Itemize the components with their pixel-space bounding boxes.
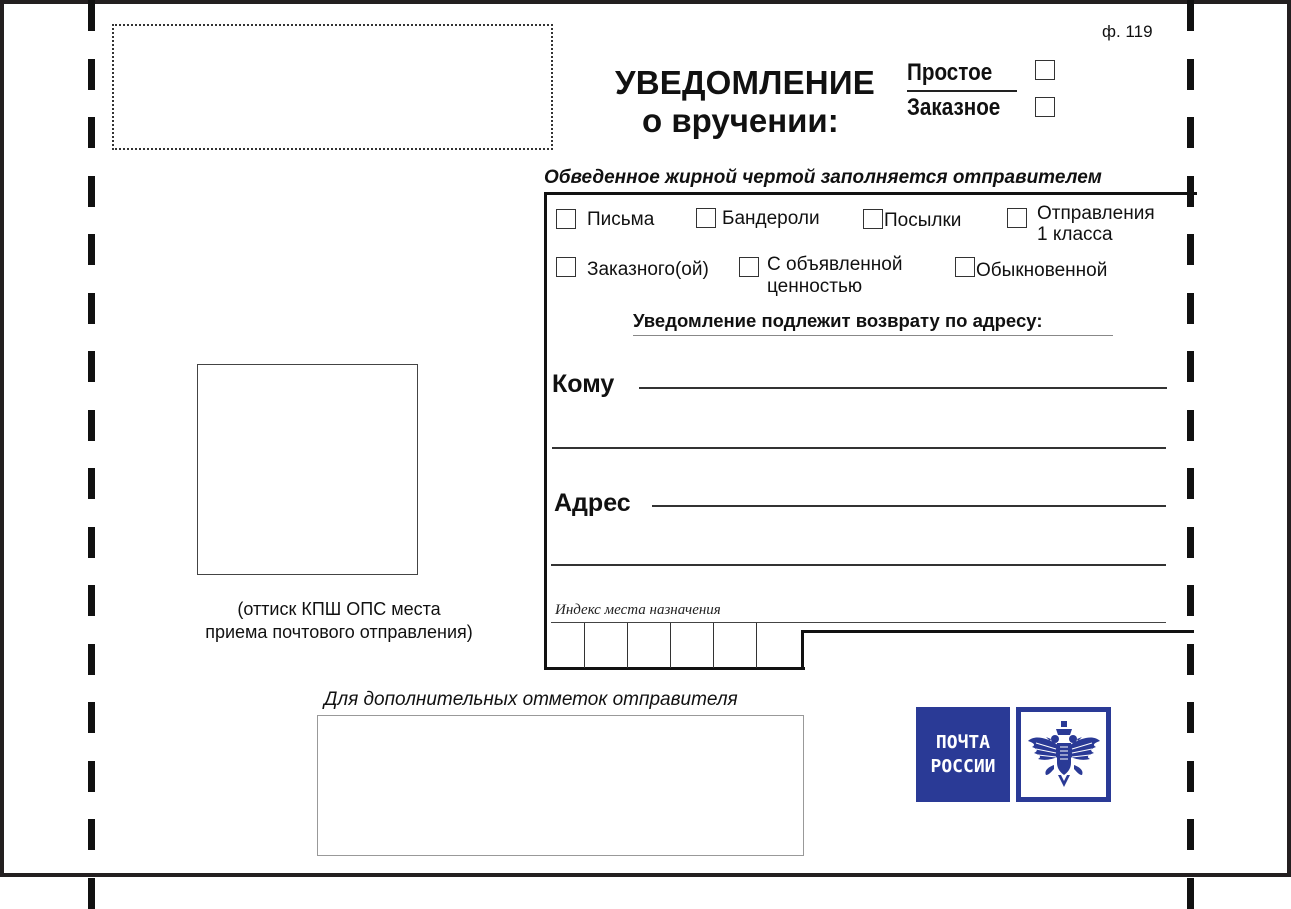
registered-label: Заказного(ой) xyxy=(587,259,709,280)
perforation-dash xyxy=(88,117,95,148)
ordinary-label: Обыкновенной xyxy=(976,260,1108,281)
perforation-dash xyxy=(1187,468,1194,499)
form-code: ф. 119 xyxy=(1102,22,1153,41)
parcels-label: Посылки xyxy=(884,210,962,231)
recipient-label: Кому xyxy=(552,370,615,398)
perforation-dash xyxy=(1187,527,1194,558)
index-digit-cell-3[interactable] xyxy=(628,623,670,667)
printed-matter-label: Бандероли xyxy=(722,208,820,229)
address-line-2[interactable] xyxy=(551,564,1166,566)
perforation-dash xyxy=(88,585,95,616)
recipient-line-1[interactable] xyxy=(639,387,1167,389)
declared-value-label-line2: ценностью xyxy=(767,276,863,297)
perforation-dash xyxy=(88,0,95,31)
double-headed-eagle-icon xyxy=(1024,715,1104,795)
sender-frame-step-line xyxy=(801,630,1194,633)
perforation-dash xyxy=(88,878,95,909)
russian-post-wordmark xyxy=(916,707,1010,802)
perforation-dash xyxy=(1187,293,1194,324)
perforation-dash xyxy=(1187,410,1194,441)
kind-registered-checkbox[interactable] xyxy=(1035,97,1055,117)
perforation-dash xyxy=(88,761,95,792)
perforation-dash xyxy=(1187,117,1194,148)
kind-divider xyxy=(907,90,1017,92)
perforation-dash xyxy=(1187,761,1194,792)
parcels-checkbox[interactable] xyxy=(863,209,883,229)
address-line-1[interactable] xyxy=(652,505,1166,507)
perforation-dash xyxy=(1187,819,1194,850)
index-digit-cell-1[interactable] xyxy=(547,623,584,667)
return-address-heading: Уведомление подлежит возврату по адресу: xyxy=(633,310,1043,331)
postmark-caption xyxy=(154,598,524,644)
form-title: УВЕДОМЛЕНИЕ xyxy=(615,64,875,101)
perforation-dash xyxy=(1187,234,1194,265)
perforation-dash xyxy=(88,234,95,265)
perforation-dash xyxy=(88,176,95,207)
sender-frame-step xyxy=(801,630,804,670)
perforation-dash xyxy=(88,702,95,733)
left-perforation xyxy=(88,4,95,881)
first-class-label-line2: 1 класса xyxy=(1037,224,1113,245)
declared-value-label-line1: С объявленной xyxy=(767,254,903,275)
perforation-dash xyxy=(88,527,95,558)
right-perforation xyxy=(1187,4,1194,881)
postmark-caption-line2: приема почтового отправления) xyxy=(205,622,473,642)
letters-checkbox[interactable] xyxy=(556,209,576,229)
index-digit-cell-2[interactable] xyxy=(585,623,627,667)
kind-simple-label: Простое xyxy=(907,59,993,86)
perforation-dash xyxy=(1187,878,1194,909)
sender-notes-label: Для дополнительных отметок отправителя xyxy=(324,689,738,710)
kind-simple-checkbox[interactable] xyxy=(1035,60,1055,80)
index-digit-cell-4[interactable] xyxy=(671,623,713,667)
first-class-label-line1: Отправления xyxy=(1037,203,1155,224)
recipient-line-2[interactable] xyxy=(552,447,1166,449)
declared-value-checkbox[interactable] xyxy=(739,257,759,277)
index-digit-cell-6[interactable] xyxy=(757,623,801,667)
perforation-dash xyxy=(1187,176,1194,207)
perforation-dash xyxy=(88,410,95,441)
perforation-dash xyxy=(88,59,95,90)
perforation-dash xyxy=(88,293,95,324)
perforation-dash xyxy=(1187,644,1194,675)
address-window xyxy=(112,24,553,150)
perforation-dash xyxy=(88,351,95,382)
return-heading-rule xyxy=(633,335,1113,336)
sender-frame-top xyxy=(545,192,1197,195)
perforation-dash xyxy=(1187,702,1194,733)
postmark-stamp-box xyxy=(197,364,418,575)
perforation-dash xyxy=(88,644,95,675)
perforation-dash xyxy=(1187,585,1194,616)
sender-notes-box[interactable] xyxy=(317,715,804,856)
sender-frame-left xyxy=(544,192,547,670)
russian-post-emblem xyxy=(1016,707,1111,802)
perforation-dash xyxy=(1187,0,1194,31)
letters-label: Письма xyxy=(587,209,655,230)
kind-registered-label: Заказное xyxy=(907,94,1001,121)
postal-index-label: Индекс места назначения xyxy=(555,602,721,618)
postmark-caption-line1: (оттиск КПШ ОПС места xyxy=(237,599,441,619)
logo-line1: ПОЧТА xyxy=(935,731,991,753)
first-class-checkbox[interactable] xyxy=(1007,208,1027,228)
sender-instruction: Обведенное жирной чертой заполняется отправителем xyxy=(544,167,1102,188)
perforation-dash xyxy=(1187,59,1194,90)
perforation-dash xyxy=(1187,351,1194,382)
perforation-dash xyxy=(88,468,95,499)
form-subtitle: о вручении: xyxy=(642,102,839,139)
logo-line2: РОССИИ xyxy=(930,755,996,777)
printed-matter-checkbox[interactable] xyxy=(696,208,716,228)
index-digit-cell-5[interactable] xyxy=(714,623,756,667)
registered-checkbox[interactable] xyxy=(556,257,576,277)
address-label: Адрес xyxy=(554,489,631,517)
ordinary-checkbox[interactable] xyxy=(955,257,975,277)
perforation-dash xyxy=(88,819,95,850)
